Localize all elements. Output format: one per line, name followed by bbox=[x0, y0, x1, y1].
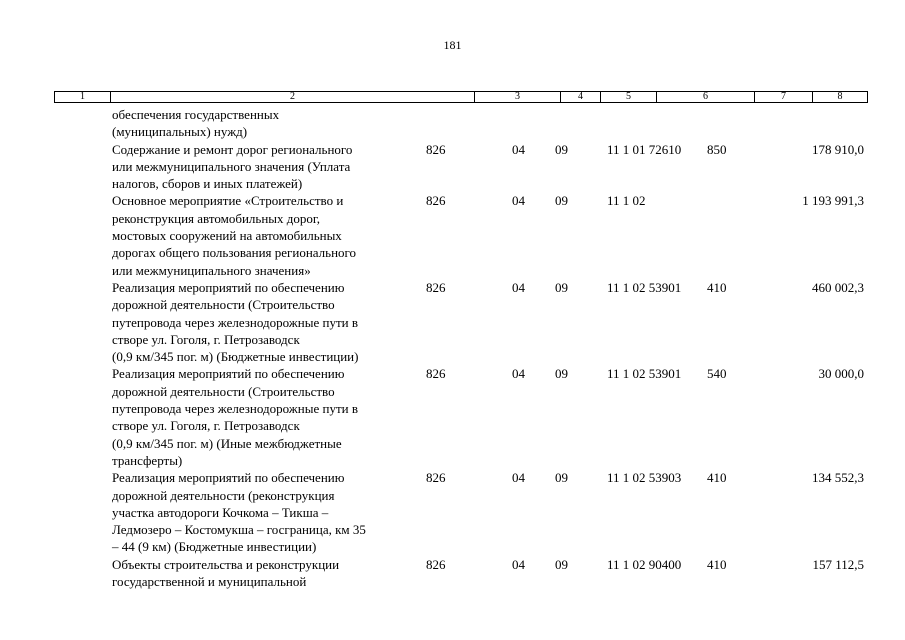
subsection-code-cell: 09 bbox=[555, 193, 568, 209]
description-line: дорогах общего пользования регионального bbox=[112, 245, 357, 261]
column-header-8: 8 bbox=[837, 91, 843, 102]
target-article-cell: 11 1 02 53903 bbox=[607, 470, 682, 486]
page-number: 181 bbox=[443, 38, 462, 52]
description-line: дорожной деятельности (реконструкция bbox=[112, 487, 335, 503]
section-code-cell: 04 bbox=[512, 141, 525, 157]
section-code-cell: 04 bbox=[512, 193, 525, 209]
description-line: дорожной деятельности (Строительство bbox=[112, 297, 335, 313]
expense-type-cell: 850 bbox=[707, 141, 727, 157]
expense-type-cell: 540 bbox=[707, 366, 727, 382]
table-row bbox=[0, 106, 905, 141]
row-description bbox=[112, 279, 412, 365]
table-row bbox=[0, 279, 905, 365]
amount-cell: 157 112,5 bbox=[812, 556, 864, 572]
section-code-cell: 04 bbox=[512, 470, 525, 486]
description-line: трансферты) bbox=[112, 452, 183, 468]
description-line: – 44 (9 км) (Бюджетные инвестиции) bbox=[112, 539, 317, 555]
section-code-cell: 04 bbox=[512, 366, 525, 382]
description-line: участка автодороги Кочкома – Тикша – bbox=[112, 504, 329, 520]
subsection-code-cell: 09 bbox=[555, 366, 568, 382]
description-line: налогов, сборов и иных платежей) bbox=[112, 176, 303, 192]
target-article-cell: 11 1 01 72610 bbox=[607, 141, 682, 157]
table-row bbox=[0, 469, 905, 555]
column-header-1: 1 bbox=[55, 92, 111, 102]
description-line: Ледмозеро – Костомукша – госграница, км 35 bbox=[112, 522, 366, 538]
subsection-code-cell: 09 bbox=[555, 556, 568, 572]
amount-cell: 460 002,3 bbox=[812, 279, 864, 295]
column-header-3: 3 bbox=[475, 92, 561, 102]
description-line: Содержание и ремонт дорог регионального bbox=[112, 141, 353, 157]
admin-code-cell: 826 bbox=[426, 470, 446, 486]
table-row bbox=[0, 141, 905, 193]
description-line: или межмуниципального значения (Уплата bbox=[112, 158, 351, 174]
table-row bbox=[0, 556, 905, 591]
subsection-code-cell: 09 bbox=[555, 141, 568, 157]
column-header-4: 4 bbox=[561, 92, 601, 102]
description-line: мостовых сооружений на автомобильных bbox=[112, 228, 342, 244]
description-line: государственной и муниципальной bbox=[112, 574, 307, 590]
description-line: (0,9 км/345 пог. м) (Бюджетные инвестиции) bbox=[112, 349, 359, 365]
row-description bbox=[112, 141, 412, 193]
description-line: (муниципальных) нужд) bbox=[112, 124, 248, 140]
row-description bbox=[112, 556, 412, 591]
description-line: (0,9 км/345 пог. м) (Иные межбюджетные bbox=[112, 435, 342, 451]
admin-code-cell: 826 bbox=[426, 141, 446, 157]
description-line: Объекты строительства и реконструкции bbox=[112, 556, 340, 572]
subsection-code-cell: 09 bbox=[555, 279, 568, 295]
table-body bbox=[0, 106, 905, 590]
description-line: Реализация мероприятий по обеспечению bbox=[112, 366, 345, 382]
target-article-cell: 11 1 02 53901 bbox=[607, 366, 682, 382]
description-line: реконструкция автомобильных дорог, bbox=[112, 210, 321, 226]
section-code-cell: 04 bbox=[512, 279, 525, 295]
description-line: створе ул. Гоголя, г. Петрозаводск bbox=[112, 418, 300, 434]
column-header-2: 2 bbox=[111, 92, 475, 102]
expense-type-cell: 410 bbox=[707, 470, 727, 486]
admin-code-cell: 826 bbox=[426, 366, 446, 382]
subsection-code-cell: 09 bbox=[555, 470, 568, 486]
row-description bbox=[112, 469, 412, 555]
amount-cell: 1 193 991,3 bbox=[802, 193, 864, 209]
table-row bbox=[0, 192, 905, 278]
description-line: Реализация мероприятий по обеспечению bbox=[112, 279, 345, 295]
target-article-cell: 11 1 02 53901 bbox=[607, 279, 682, 295]
admin-code-cell: 826 bbox=[426, 556, 446, 572]
description-line: обеспечения государственных bbox=[112, 107, 280, 122]
description-line: Реализация мероприятий по обеспечению bbox=[112, 470, 345, 486]
expense-type-cell: 410 bbox=[707, 279, 727, 295]
column-header-5: 5 bbox=[601, 92, 657, 102]
description-line: путепровода через железнодорожные пути в bbox=[112, 401, 358, 417]
description-line: дорожной деятельности (Строительство bbox=[112, 383, 335, 399]
row-description bbox=[112, 365, 412, 469]
description-line: Основное мероприятие «Строительство и bbox=[112, 193, 344, 209]
row-description bbox=[112, 192, 412, 278]
target-article-cell: 11 1 02 90400 bbox=[607, 556, 682, 572]
amount-cell: 178 910,0 bbox=[812, 141, 864, 157]
row-description bbox=[112, 106, 412, 141]
description-line: или межмуниципального значения» bbox=[112, 262, 311, 278]
expense-type-cell: 410 bbox=[707, 556, 727, 572]
amount-cell: 30 000,0 bbox=[818, 366, 864, 382]
table-row bbox=[0, 365, 905, 469]
column-header-6: 6 bbox=[657, 92, 755, 102]
column-header-7: 7 bbox=[755, 92, 813, 102]
admin-code-cell: 826 bbox=[426, 193, 446, 209]
description-line: створе ул. Гоголя, г. Петрозаводск bbox=[112, 331, 300, 347]
target-article-cell: 11 1 02 bbox=[607, 193, 646, 209]
section-code-cell: 04 bbox=[512, 556, 525, 572]
amount-cell: 134 552,3 bbox=[812, 470, 864, 486]
table-header-row bbox=[54, 91, 868, 103]
admin-code-cell: 826 bbox=[426, 279, 446, 295]
description-line: путепровода через железнодорожные пути в bbox=[112, 314, 358, 330]
